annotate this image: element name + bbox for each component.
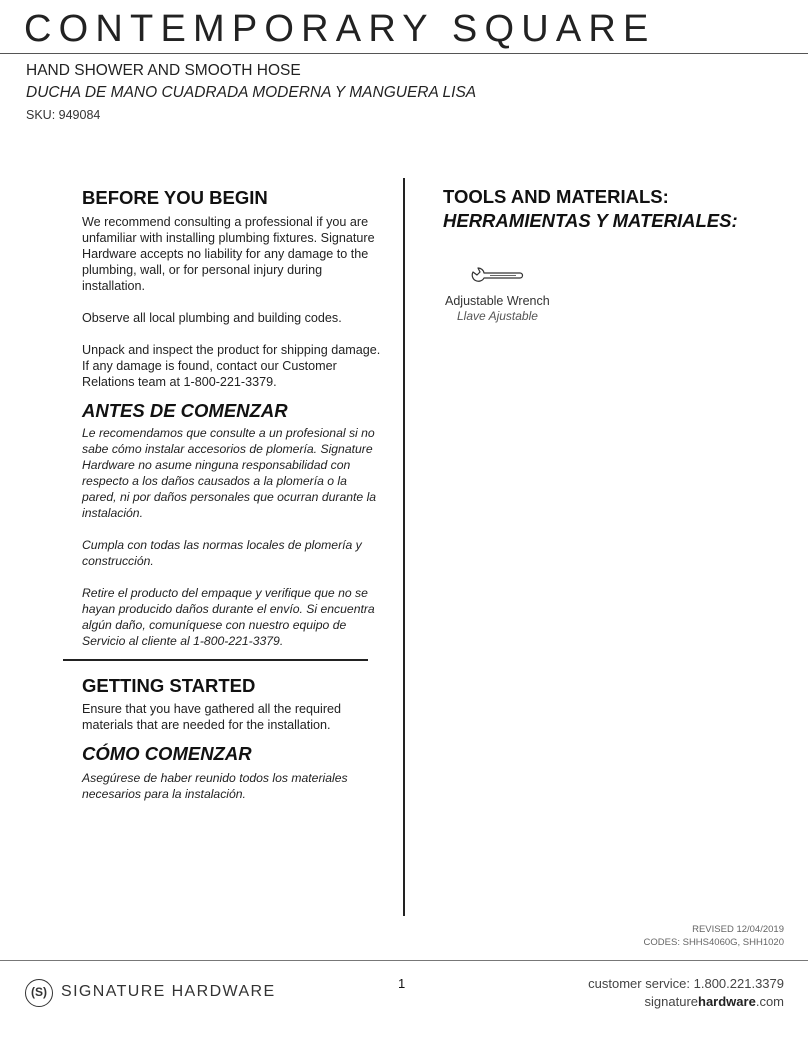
- site-prefix: signature: [644, 994, 699, 1009]
- tool-name-english: Adjustable Wrench: [445, 294, 550, 308]
- tools-heading-english: TOOLS AND MATERIALS:: [443, 186, 669, 207]
- page-number: 1: [398, 976, 406, 991]
- tool-name-spanish: Llave Ajustable: [457, 309, 538, 323]
- antes-paragraph: Retire el producto del empaque y verifique que no se hayan producido daños durante el envío. Si encuentra algún daño, comuníquese con nuestro equipo de Servicio al cliente al 1-800-221-3379.: [82, 586, 375, 648]
- customer-service-phone: customer service: 1.800.221.3379: [588, 976, 784, 991]
- document-title: CONTEMPORARY SQUARE: [24, 8, 656, 50]
- tools-heading-spanish: HERRAMIENTAS Y MATERIALES:: [443, 210, 738, 231]
- before-you-begin-section: [82, 187, 382, 649]
- site-bold: hardware: [698, 994, 756, 1009]
- como-comenzar-text: Asegúrese de haber reunido todos los materiales necesarios para la instalación.: [82, 771, 348, 801]
- footer-divider: [0, 960, 808, 961]
- before-you-begin-heading: BEFORE YOU BEGIN: [82, 187, 268, 208]
- antes-de-comenzar-heading: ANTES DE COMENZAR: [82, 400, 288, 421]
- website-link[interactable]: [645, 994, 784, 1009]
- antes-paragraph: Cumpla con todas las normas locales de plomería y construcción.: [82, 538, 362, 568]
- before-paragraph: Unpack and inspect the product for shipping damage. If any damage is found, contact our Customer Relations team at 1-800-221-3379.: [82, 343, 381, 389]
- section-divider: [63, 659, 368, 661]
- before-paragraph: We recommend consulting a professional if you are unfamiliar with installing plumbing fixtures. Signature Hardware accepts no liability for any damage to the plumbing, wall, or for personal injury during installation.: [82, 215, 375, 293]
- signature-hardware-logo-icon: (S): [25, 979, 53, 1007]
- como-comenzar-heading: CÓMO COMENZAR: [82, 743, 252, 764]
- sku-label: SKU: 949084: [26, 108, 101, 122]
- title-divider: [0, 53, 808, 54]
- brand-name: SIGNATURE HARDWARE: [61, 983, 276, 1000]
- product-subtitle-english: HAND SHOWER AND SMOOTH HOSE: [26, 62, 301, 79]
- column-divider: [403, 178, 405, 916]
- product-subtitle-spanish: DUCHA DE MANO CUADRADA MODERNA Y MANGUERA LISA: [26, 84, 477, 101]
- getting-started-text: Ensure that you have gathered all the required materials that are needed for the installation.: [82, 702, 342, 732]
- product-codes: CODES: SHHS4060G, SHH1020: [643, 937, 784, 948]
- adjustable-wrench-icon: [470, 266, 524, 286]
- before-paragraph: Observe all local plumbing and building codes.: [82, 311, 342, 325]
- getting-started-section: [82, 675, 382, 802]
- site-suffix: .com: [755, 994, 784, 1009]
- getting-started-heading: GETTING STARTED: [82, 675, 256, 696]
- antes-paragraph: Le recomendamos que consulte a un profesional si no sabe cómo instalar accesorios de plomería. Signature Hardware no asume ninguna responsabilidad con respecto a los daños causados a la plomería o la pared, ni por daños personales que ocurran durante la instalación.: [82, 426, 377, 520]
- revised-date: REVISED 12/04/2019: [692, 924, 784, 935]
